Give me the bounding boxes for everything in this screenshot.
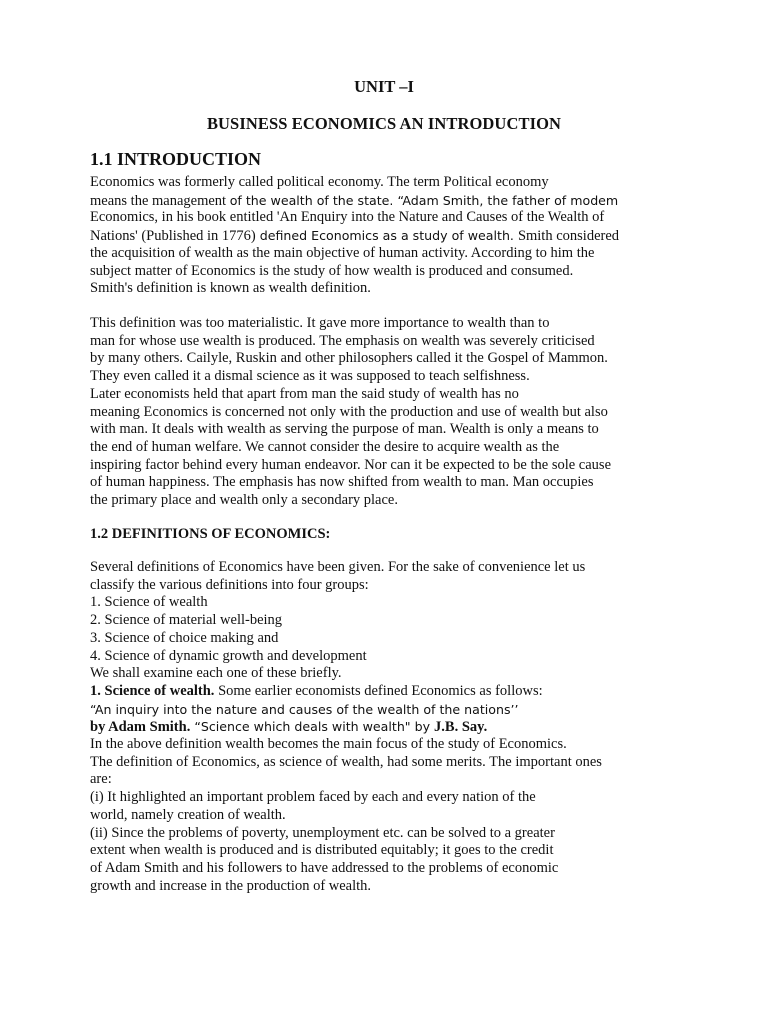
paragraph-line: (ii) Since the problems of poverty, unemployment etc. can be solved to a greater bbox=[90, 824, 555, 841]
paragraph-line: of Adam Smith and his followers to have addressed to the problems of economic bbox=[90, 859, 559, 876]
paragraph-line: means the management of the wealth of the state. “Adam Smith, the father of modem bbox=[90, 192, 619, 209]
paragraph-line: inspiring factor behind every human endeavor. Nor can it be expected to be the sole cause bbox=[90, 456, 612, 473]
unit-heading: UNIT –I bbox=[354, 77, 414, 96]
paragraph-line: are: bbox=[90, 771, 112, 788]
paragraph-line: with man. It deals with wealth as serving the purpose of man. Wealth is only a means to bbox=[90, 421, 599, 438]
paragraph-line: growth and increase in the production of wealth. bbox=[90, 877, 372, 894]
attribution-line: by Adam Smith. “Science which deals with wealth" by J.B. Say. bbox=[90, 719, 488, 736]
paragraph-line: by many others. Cailyle, Ruskin and other philosophers called it the Gospel of Mammon. bbox=[90, 350, 608, 367]
definition-heading: 1. Science of wealth. Some earlier economists defined Economics as follows: bbox=[90, 682, 543, 699]
paragraph-line: of human happiness. The emphasis has now shifted from wealth to man. Man occupies bbox=[90, 474, 594, 491]
section-heading-intro: 1.1 INTRODUCTION bbox=[90, 149, 262, 169]
paragraph-line: They even called it a dismal science as it was supposed to teach selfishness. bbox=[90, 368, 530, 385]
paragraph-line: extent when wealth is produced and is distributed equitably; it goes to the credit bbox=[90, 842, 554, 859]
paragraph-line: This definition was too materialistic. It gave more importance to wealth than to bbox=[90, 315, 550, 331]
list-item: 3. Science of choice making and bbox=[90, 629, 279, 646]
paragraph-line: Later economists held that apart from man the said study of wealth has no bbox=[90, 385, 519, 402]
document-title: BUSINESS ECONOMICS AN INTRODUCTION bbox=[206, 114, 562, 133]
paragraph-line: classify the various definitions into four groups: bbox=[90, 576, 369, 593]
quote-line: “An inquiry into the nature and causes of the wealth of the nations’’ bbox=[90, 701, 519, 717]
paragraph-line: In the above definition wealth becomes the main focus of the study of Economics. bbox=[90, 736, 567, 752]
paragraph-line: Economics was formerly called political economy. The term Political economy bbox=[90, 174, 549, 190]
paragraph-line: Smith's definition is known as wealth definition. bbox=[90, 280, 371, 297]
paragraph-line: the primary place and wealth only a secondary place. bbox=[90, 492, 398, 508]
list-item: 2. Science of material well-being bbox=[90, 612, 283, 629]
paragraph-line: The definition of Economics, as science of wealth, had some merits. The important ones bbox=[90, 753, 602, 770]
list-item: 4. Science of dynamic growth and development bbox=[90, 647, 367, 664]
paragraph-line: (i) It highlighted an important problem faced by each and every nation of the bbox=[90, 789, 536, 806]
paragraph-line: meaning Economics is concerned not only with the production and use of wealth but also bbox=[90, 403, 608, 420]
section-heading-definitions: 1.2 DEFINITIONS OF ECONOMICS: bbox=[90, 526, 331, 542]
paragraph-line: the end of human welfare. We cannot consider the desire to acquire wealth as the bbox=[90, 438, 560, 455]
list-item: 1. Science of wealth bbox=[90, 594, 208, 611]
paragraph-line: the acquisition of wealth as the main objective of human activity. According to him the bbox=[90, 244, 595, 261]
paragraph-line: subject matter of Economics is the study of how wealth is produced and consumed. bbox=[90, 262, 574, 279]
paragraph-line: Economics, in his book entitled 'An Enquiry into the Nature and Causes of the Wealth of bbox=[90, 209, 605, 226]
paragraph-line: We shall examine each one of these briefly. bbox=[90, 665, 342, 682]
paragraph-line: man for whose use wealth is produced. The emphasis on wealth was severely criticised bbox=[90, 332, 595, 349]
paragraph-line: Several definitions of Economics have been given. For the sake of convenience let us bbox=[90, 559, 586, 575]
paragraph-line: Nations' (Published in 1776) defined Economics as a study of wealth. Smith considered bbox=[90, 228, 620, 245]
paragraph-line: world, namely creation of wealth. bbox=[90, 806, 286, 823]
